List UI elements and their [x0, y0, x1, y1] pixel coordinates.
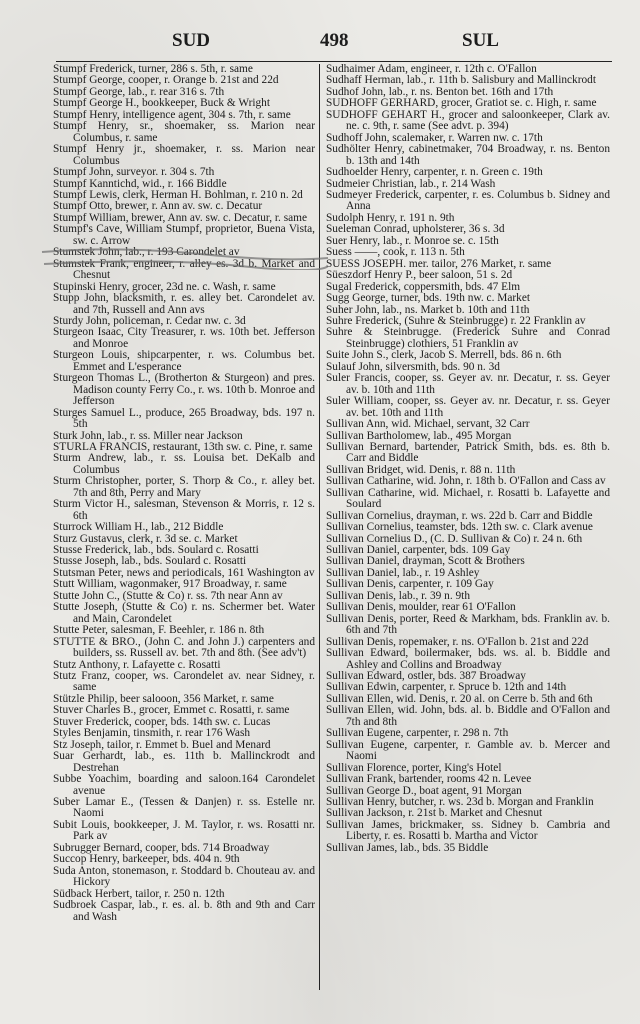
directory-entry: Stupinski Henry, grocer, 23d ne. c. Wash, r. same: [53, 280, 276, 293]
directory-entry: Sullivan Daniel, drayman, Scott & Brothers: [326, 555, 525, 568]
left-guide-word: SUD: [172, 30, 211, 51]
directory-entry: Sudhoff John, scalemaker, r. Warren nw. c. 17th: [326, 131, 543, 144]
directory-entry: Sudhaff Herman, lab., r. 11th b. Salisbury and Mallinckrodt: [326, 74, 597, 87]
directory-entry: Sullivan Bernard, bartender, Patrick Smith, bds. es. 8th b. Carr and Biddle: [326, 440, 610, 465]
directory-entry: Sudbroek Caspar, lab., r. es. al. b. 8th and 9th and Carr and Wash: [53, 899, 315, 923]
column-divider: [319, 64, 320, 990]
directory-entry: Sullivan Cornelius, drayman, r. ws. 22d b. Carr and Biddle: [326, 509, 593, 522]
directory-entry: Stutsman Peter, news and periodicals, 161 Washington av: [53, 566, 315, 579]
directory-entry: Stumpf Lewis, clerk, Herman H. Bohlman, r. 210 n. 2d: [53, 188, 303, 201]
directory-entry: Stumpf Kanntichd, wid., r. 166 Biddle: [53, 177, 227, 190]
directory-entry: Sturgeon Louis, shipcarpenter, r. ws. Columbus bet. Emmet and L'esperance: [53, 349, 315, 373]
directory-entry: STUTTE & BRO., (John C. and John J.) carpenters and builders, ss. Russell av. bet. 7th and 8th. (See adv't): [53, 635, 315, 660]
directory-entry: Sullivan Daniel, lab., r. 19 Ashley: [326, 566, 480, 579]
directory-entry: Sturk John, lab., r. ss. Miller near Jackson: [53, 429, 243, 442]
directory-entry: Stützle Philip, beer salooon, 356 Market, r. same: [53, 692, 274, 705]
directory-entry: Subrugger Bernard, cooper, bds. 714 Broadway: [53, 841, 270, 854]
directory-entry: Sturgeon Thomas L., (Brotherton & Sturgeon) and pres. Madison county Ferry Co., r. ws. 10th b. Monroe and Jefferson: [53, 372, 315, 408]
directory-entry: Stumpf William, brewer, Ann av. sw. c. Decatur, r. same: [53, 211, 308, 224]
directory-entry: Sudhoelder Henry, carpenter, r. n. Green c. 19th: [326, 166, 543, 179]
directory-entry: Subbe Yoachim, boarding and saloon.164 Carondelet avenue: [53, 773, 315, 797]
directory-entry: Sullivan Ellen, wid. Denis, r. 20 al. on Cerre b. 5th and 6th: [326, 692, 593, 705]
directory-entry: Suhre Frederick, (Suhre & Steinbrugge) r. 22 Franklin av: [326, 314, 586, 327]
directory-entry: Sullivan Catharine, wid. Michael, r. Rosatti b. Lafayette and Soulard: [326, 486, 610, 511]
directory-entry: Sullivan James, lab., bds. 35 Biddle: [326, 841, 489, 854]
directory-entry: Stutt William, wagonmaker, 917 Broadway, r. same: [53, 578, 287, 591]
directory-entry: Sullivan Frank, bartender, rooms 42 n. Levee: [326, 773, 532, 786]
directory-entry: Sturrock William H., lab., 212 Biddle: [53, 521, 224, 534]
directory-entry: Sturdy John, policeman, r. Cedar nw. c. 3d: [53, 314, 246, 327]
directory-entry: Sullivan Edward, ostler, bds. 387 Broadway: [326, 670, 526, 683]
left-column: [53, 64, 315, 923]
directory-entry: Stumpf's Cave, William Stumpf, proprietor, Buena Vista, sw. c. Arrow: [53, 223, 315, 247]
directory-entry: Stutte John C., (Stutte & Co) r. ss. 7th near Ann av: [53, 589, 283, 602]
directory-entry: Stumpf Henry, intelligence agent, 304 s. 7th, r. same: [53, 108, 291, 121]
directory-entry: Sugg George, turner, bds. 19th nw. c. Market: [326, 292, 531, 305]
directory-entry: SUDHOFF GERHARD, grocer, Gratiot se. c. High, r. same: [326, 97, 597, 110]
directory-entry: Sturgeon Isaac, City Treasurer, r. ws. 10th bet. Jefferson and Monroe: [53, 326, 315, 350]
directory-entry: Sullivan Denis, porter, Reed & Markham, bds. Franklin av. b. 6th and 7th: [326, 612, 610, 637]
directory-entry: Stumstek John, lab., r. 193 Carondelet av: [53, 246, 240, 259]
directory-entry: SUESS JOSEPH. mer. tailor, 276 Market, r. same: [326, 257, 552, 270]
directory-entry: Sullivan Denis, carpenter, r. 109 Gay: [326, 578, 494, 591]
directory-entry: Sullivan Jackson, r. 21st b. Market and Chesnut: [326, 807, 543, 820]
directory-entry: Sullivan Bridget, wid. Denis, r. 88 n. 11th: [326, 463, 516, 476]
header-rule: [56, 61, 612, 62]
directory-entry: Sulauf John, silversmith, bds. 90 n. 3d: [326, 360, 500, 373]
directory-entry: Sullivan Eugene, carpenter, r. Gamble av. b. Mercer and Naomi: [326, 738, 610, 763]
directory-entry: Sullivan Denis, moulder, rear 61 O'Fallon: [326, 601, 516, 614]
directory-entry: Stumpf Henry, sr., shoemaker, ss. Marion near Columbus, r. same: [53, 120, 315, 144]
directory-entry: Styles Benjamin, tinsmith, r. rear 176 Wash: [53, 727, 251, 740]
directory-entry: Südback Herbert, tailor, r. 250 n. 12th: [53, 887, 225, 900]
directory-entry: Stuver Charles B., grocer, Emmet c. Rosatti, r. same: [53, 704, 290, 717]
directory-entry: Stumpf John, surveyor. r. 304 s. 7th: [53, 166, 215, 179]
directory-entry: Suler William, cooper, ss. Geyer av. nr. Decatur, r. ss. Geyer av. bet. 10th and 11th: [326, 395, 610, 419]
directory-entry: Suer Henry, lab., r. Monroe se. c. 15th: [326, 234, 499, 247]
directory-entry: Sullivan Bartholomew, lab., 495 Morgan: [326, 429, 512, 442]
directory-entry: Stupp John, blacksmith, r. es. alley bet. Carondelet av. and 7th, Russell and Ann avs: [53, 292, 315, 316]
directory-entry: Sullivan Henry, butcher, r. ws. 23d b. Morgan and Franklin: [326, 796, 594, 808]
directory-entry: Suess ——, cook, r. 113 n. 5th: [326, 246, 465, 259]
directory-entry: Sullivan James, brickmaker, ss. Sidney b. Cambria and Liberty, r. es. Rosatti b. Martha and Victor: [326, 818, 610, 843]
directory-entry: Stusse Frederick, lab., bds. Soulard c. Rosatti: [53, 544, 259, 557]
directory-entry: Sturm Andrew, lab., r. ss. Louisa bet. DeKalb and Columbus: [53, 452, 315, 476]
directory-entry: Stutte Joseph, (Stutte & Co) r. ns. Schermer bet. Water and Main, Carondelet: [53, 601, 315, 625]
directory-entry: SUDHOFF GEHART H., grocer and saloonkeeper, Clark av. ne. c. 9th, r. same (See advt. p. 394): [326, 108, 610, 133]
directory-entry: Suda Anton, stonemason, r. Stoddard b. Chouteau av. and Hickory: [53, 864, 315, 889]
directory-entry: Stutz Franz, cooper, ws. Carondelet av. near Sidney, r. same: [53, 670, 315, 694]
directory-entry: Sturm Victor H., salesman, Stevenson & Morris, r. 12 s. 6th: [53, 498, 315, 522]
directory-entry: Sullivan Edwin, carpenter, r. Spruce b. 12th and 14th: [326, 681, 567, 694]
directory-entry: Sullivan Florence, porter, King's Hotel: [326, 761, 502, 774]
directory-entry: Stumpf George, cooper, r. Orange b. 21st and 22d: [53, 74, 279, 87]
directory-entry: Sturges Samuel L., produce, 265 Broadway, bds. 197 n. 5th: [53, 406, 315, 431]
directory-entry: Stumpf Henry jr., shoemaker, r. ss. Marion near Columbus: [53, 143, 315, 167]
directory-entry: Succop Henry, barkeeper, bds. 404 n. 9th: [53, 853, 240, 866]
directory-entry: Suite John S., clerk, Jacob S. Merrell, bds. 86 n. 6th: [326, 349, 562, 362]
directory-entry: Suhre & Steinbrugge. (Frederick Suhre and Conrad Steinbrugge) clothiers, 51 Franklin av: [326, 326, 610, 350]
directory-entry: Sudmeyer Frederick, carpenter, r. es. Columbus b. Sidney and Anna: [326, 188, 610, 213]
directory-entry: Sturm Christopher, porter, S. Thorp & Co., r. alley bet. 7th and 8th, Perry and Mary: [53, 475, 315, 499]
directory-entry: Sudmeier Christian, lab., r. 214 Wash: [326, 177, 496, 190]
right-column: [326, 64, 610, 854]
directory-entry: Stumpf George H., bookkeeper, Buck & Wright: [53, 97, 270, 110]
directory-entry: Sudhölter Henry, cabinetmaker, 704 Broadway, r. ns. Benton b. 13th and 14th: [326, 143, 610, 167]
directory-entry: Sturz Gustavus, clerk, r. 3d se. c. Market: [53, 532, 238, 545]
directory-entry: Stz Joseph, tailor, r. Emmet b. Buel and Menard: [53, 738, 271, 751]
directory-entry: Sullivan Ann, wid. Michael, servant, 32 Carr: [326, 418, 530, 431]
directory-entry: Sullivan Daniel, carpenter, bds. 109 Gay: [326, 544, 511, 557]
directory-entry: Stutte Peter, salesman, F. Beehler, r. 186 n. 8th: [53, 624, 265, 637]
directory-entry: Suler Francis, cooper, ss. Geyer av. nr. Decatur, r. ss. Geyer av. b. 10th and 11th: [326, 372, 610, 396]
directory-entry: Stumpf George, lab., r. rear 316 s. 7th: [53, 85, 225, 98]
directory-entry: Stutz Anthony, r. Lafayette c. Rosatti: [53, 658, 221, 671]
directory-entry: Sudhof John, lab., r. ns. Benton bet. 16th and 17th: [326, 85, 554, 98]
directory-entry: Subit Louis, bookkeeper, J. M. Taylor, r. ws. Rosatti nr. Park av: [53, 818, 315, 843]
directory-entry: Stumstek Frank, engineer, r. alley es. 3d b. Market and Chesnut: [53, 257, 315, 282]
directory-entry: Sullivan Catharine, wid. John, r. 18th b. O'Fallon and Cass av: [326, 475, 606, 488]
directory-entry: Sullivan Eugene, carpenter, r. 298 n. 7th: [326, 727, 509, 740]
directory-entry: Sullivan Denis, lab., r. 39 n. 9th: [326, 589, 470, 602]
directory-entry: Süeszdorf Henry P., beer saloon, 51 s. 2d: [326, 269, 513, 282]
directory-entry: Sueleman Conrad, upholsterer, 36 s. 3d: [326, 223, 505, 236]
right-guide-word: SUL: [462, 30, 499, 51]
directory-entry: Sudolph Henry, r. 191 n. 9th: [326, 211, 455, 224]
page-number: 498: [320, 30, 349, 51]
directory-entry: Stumpf Otto, brewer, r. Ann av. sw. c. Decatur: [53, 200, 263, 213]
directory-entry: Sullivan Cornelius, teamster, bds. 12th sw. c. Clark avenue: [326, 521, 593, 534]
directory-entry: Sullivan Ellen, wid. John, bds. al. b. Biddle and O'Fallon and 7th and 8th: [326, 704, 610, 728]
directory-entry: Sullivan Edward, boilermaker, bds. ws. al. b. Biddle and Ashley and Collins and Broadway: [326, 647, 610, 671]
directory-entry: Sugal Frederick, coppersmith, bds. 47 Elm: [326, 280, 521, 293]
directory-entry: Sudhaimer Adam, engineer, r. 12th c. O'Fallon: [326, 63, 537, 75]
directory-entry: STURLA FRANCIS, restaurant, 13th sw. c. Pine, r. same: [53, 440, 313, 453]
directory-entry: Sullivan Cornelius D., (C. D. Sullivan & Co) r. 24 n. 6th: [326, 532, 583, 545]
directory-entry: Stusse Joseph, lab., bds. Soulard c. Rosatti: [53, 555, 247, 568]
directory-entry: Sullivan Denis, ropemaker, r. ns. O'Fallon b. 21st and 22d: [326, 635, 589, 648]
directory-entry: Sullivan George D., boat agent, 91 Morgan: [326, 784, 522, 797]
directory-entry: Stumpf Frederick, turner, 286 s. 5th, r. same: [53, 63, 253, 75]
directory-entry: Suber Lamar E., (Tessen & Danjen) r. ss. Estelle nr. Naomi: [53, 796, 315, 820]
directory-entry: Stuver Frederick, cooper, bds. 14th sw. c. Lucas: [53, 715, 271, 728]
directory-entry: Suher John, lab., ns. Market b. 10th and 11th: [326, 303, 530, 316]
page-header: [56, 30, 612, 60]
directory-entry: Suar Gerhardt, lab., es. 11th b. Mallinckrodt and Destrehan: [53, 750, 315, 774]
